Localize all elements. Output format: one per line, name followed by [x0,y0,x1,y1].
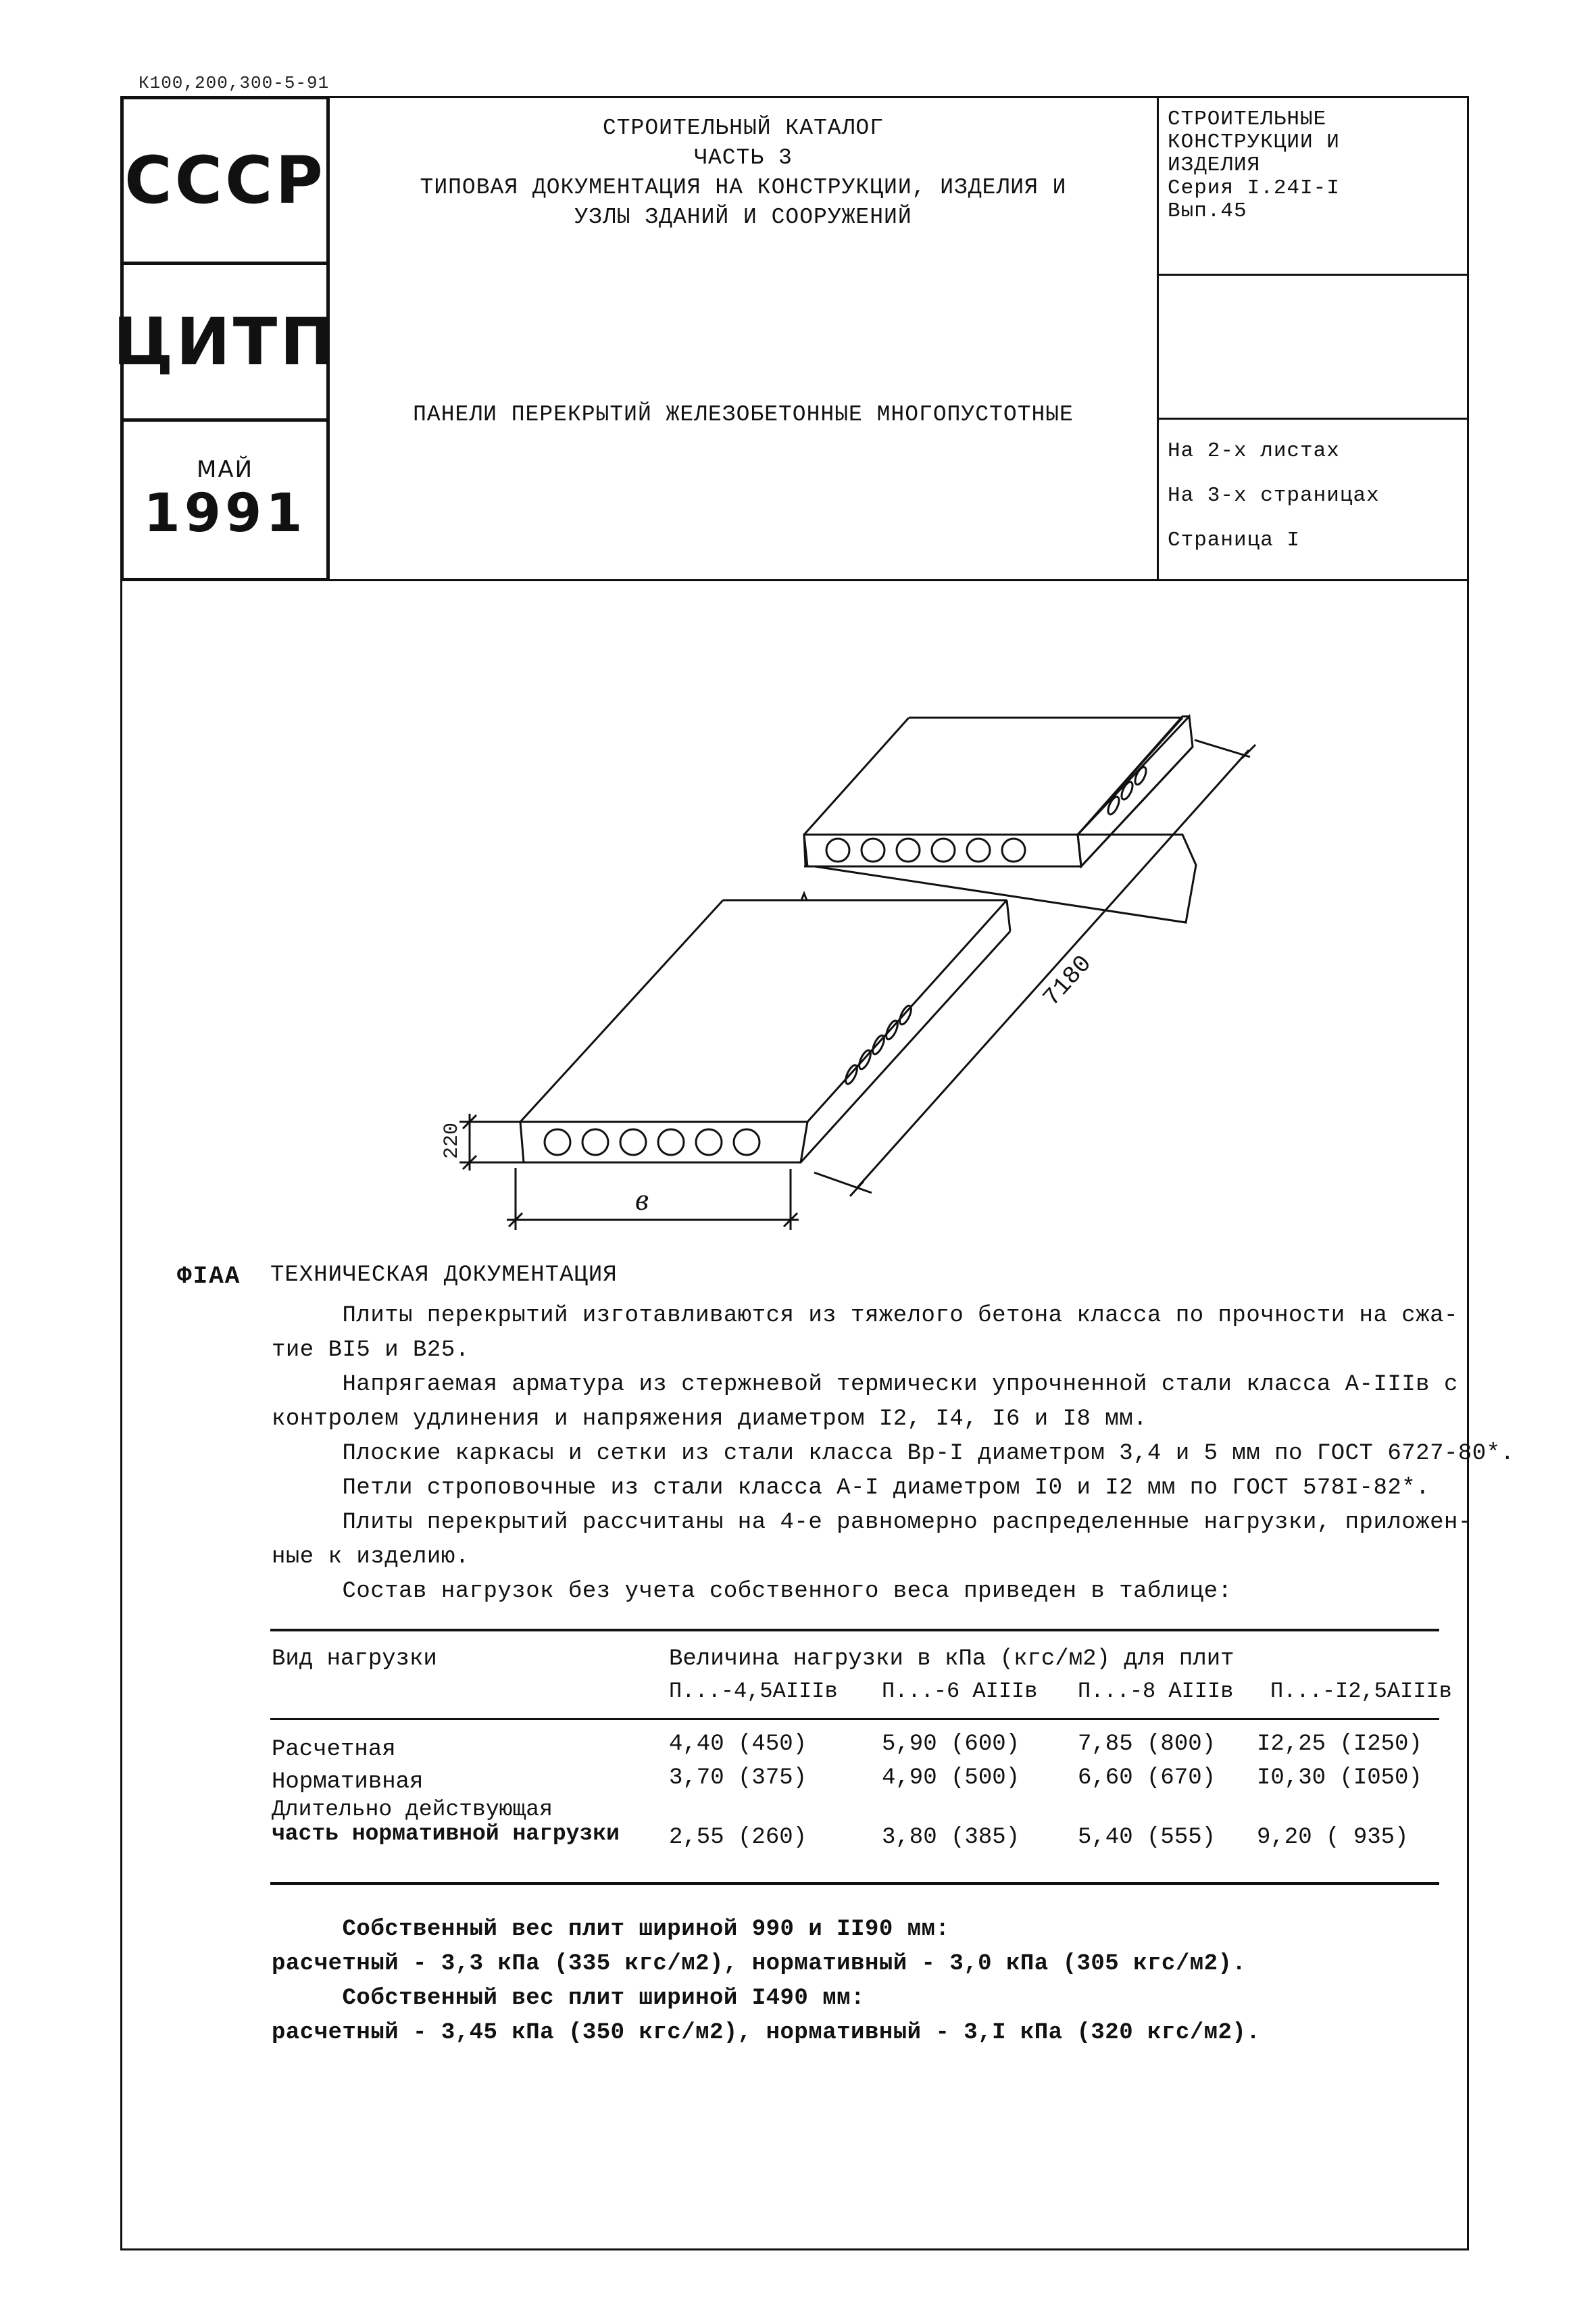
paragraph-line: Напрягаемая арматура из стержневой термически упрочненной стали класса А-IIIв с [272,1372,1458,1398]
sheets-block [1168,429,1465,563]
catalog-line: СТРОИТЕЛЬНЫЙ КАТАЛОГ [602,116,884,141]
table-col-4: П...-I2,5АIIIв [1270,1679,1452,1704]
paragraph-line: Петли строповочные из стали класса А-I диаметром I0 и I2 мм по ГОСТ 578I-82*. [272,1475,1430,1501]
catalog-heading [338,114,1149,232]
table-top-rule [270,1629,1439,1631]
section-line: ИЗДЕЛИЯ [1168,153,1261,177]
paragraph-line: Состав нагрузок без учета собственного веса приведен в таблице: [272,1579,1232,1604]
weights-line: Собственный вес плит шириной I490 мм: [272,1986,865,2011]
main-slab [520,893,1010,1162]
table-group-header: Величина нагрузки в кПа (кгс/м2) для плит [669,1646,1235,1672]
section-code: ФIАА [177,1262,241,1290]
width-dimension [507,1168,799,1230]
paragraph-line: ные к изделию. [272,1544,470,1570]
catalog-line: УЗЛЫ ЗДАНИЙ И СООРУЖЕНИЙ [574,205,912,230]
stamp-org-cell [113,265,337,422]
stamp-month: МАЙ [196,456,254,483]
table-cell: I0,30 (I050) [1257,1765,1422,1791]
table-col-1: П...-4,5АIIIв [669,1679,838,1704]
section-block [1168,108,1465,223]
table-row-name: Расчетная [272,1737,396,1763]
small-slab [804,716,1196,922]
paragraph-line: Плоские каркасы и сетки из стали класса Вр-I диаметром 3,4 и 5 мм по ГОСТ 6727-80*. [272,1441,1515,1467]
header-rule-1 [1157,274,1469,276]
product-title: ПАНЕЛИ ПЕРЕКРЫТИЙ ЖЕЛЕЗОБЕТОННЫЕ МНОГОПУСТОТНЫЕ [413,402,1074,427]
table-bottom-rule [270,1882,1439,1885]
table-col-header: Вид нагрузки [272,1646,437,1672]
stamp-org: ЦИТП [113,303,337,380]
table-cell: 4,90 (500) [882,1765,1020,1791]
table-row-name: Нормативная [272,1769,424,1795]
pages-count: На 3-х страницах [1168,484,1380,508]
height-dimension [459,1114,524,1171]
header-bottom-rule [120,579,1469,581]
header-rule-2 [1157,418,1469,420]
table-row-name-line: часть нормативной нагрузки [272,1821,620,1846]
page-number: Страница I [1168,528,1301,552]
stamp-date-cell [124,422,326,578]
length-dimension [814,740,1255,1196]
sheets-count: На 2-х листах [1168,439,1340,463]
length-label: 7180 [1037,950,1098,1012]
table-col-2: П...-6 АIIIв [882,1679,1038,1704]
paragraph-line: Плиты перекрытий изготавливаются из тяжелого бетона класса по прочности на сжа- [272,1303,1458,1329]
stamp-country: СССР [124,143,326,218]
paragraph-line: контролем удлинения и напряжения диаметром I2, I4, I6 и I8 мм. [272,1406,1148,1432]
paragraph-line: тие ВI5 и В25. [272,1337,470,1363]
catalog-line: ЧАСТЬ 3 [694,145,793,170]
table-col-3: П...-8 АIIIв [1078,1679,1234,1704]
document-code: К100,200,300-5-91 [139,73,330,93]
table-cell: 7,85 (800) [1078,1731,1216,1757]
weights-line: расчетный - 3,3 кПа (335 кгс/м2), нормативный - 3,0 кПа (305 кгс/м2). [272,1951,1247,1977]
table-cell: 2,55 (260) [669,1825,807,1850]
section-line: СТРОИТЕЛЬНЫЕ [1168,107,1327,131]
table-row-name [272,1798,620,1846]
table-cell: 5,90 (600) [882,1731,1020,1757]
table-cell: 3,70 (375) [669,1765,807,1791]
stamp-box [113,96,337,581]
table-cell: 5,40 (555) [1078,1825,1216,1850]
width-label: в [635,1182,649,1216]
weights-text [272,1913,1461,2050]
section-line: КОНСТРУКЦИИ И [1168,130,1340,154]
weights-line: Собственный вес плит шириной 990 и II90 мм: [272,1917,950,1942]
body-text [272,1299,1515,1609]
stamp-year: 1991 [143,483,307,544]
height-label: 220 [441,1122,464,1159]
table-cell: 4,40 (450) [669,1731,807,1757]
table-cell: 6,60 (670) [1078,1765,1216,1791]
table-cell: 9,20 ( 935) [1257,1825,1409,1850]
table-row-name-line: Длительно действующая [272,1797,553,1822]
small-slab-side-voids [1106,766,1149,816]
issue: Вып.45 [1168,199,1247,223]
paragraph-line: Плиты перекрытий рассчитаны на 4-е равномерно распределенные нагрузки, приложен- [272,1510,1472,1535]
series: Серия I.24I-I [1168,176,1340,200]
stamp-country-cell [124,99,326,265]
section-title: ТЕХНИЧЕСКАЯ ДОКУМЕНТАЦИЯ [270,1262,618,1288]
table-cell: I2,25 (I250) [1257,1731,1422,1757]
slab-drawing [405,689,1297,1244]
table-cell: 3,80 (385) [882,1825,1020,1850]
weights-line: расчетный - 3,45 кПа (350 кгс/м2), нормативный - 3,I кПа (320 кгс/м2). [272,2020,1261,2046]
catalog-line: ТИПОВАЯ ДОКУМЕНТАЦИЯ НА КОНСТРУКЦИИ, ИЗДЕЛИЯ И [420,175,1067,200]
table-header-rule [270,1718,1439,1720]
header-divider [1157,96,1159,581]
